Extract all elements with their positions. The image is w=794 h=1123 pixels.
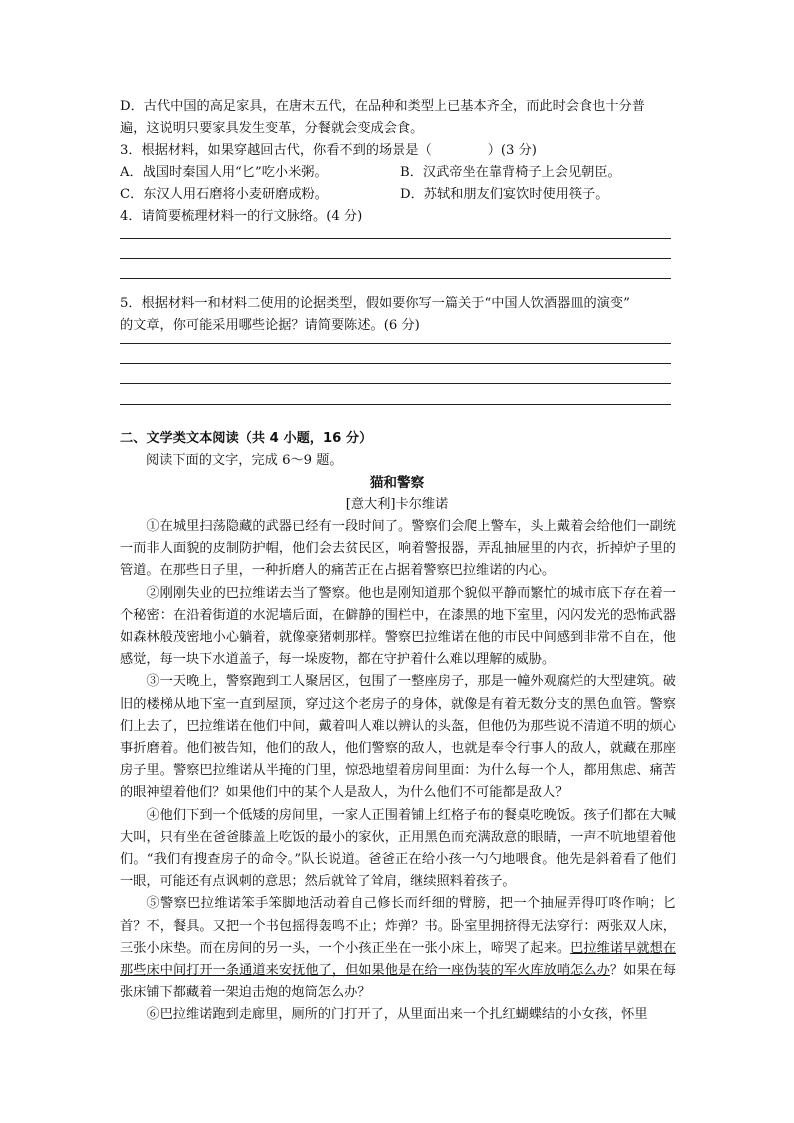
paragraph-6: ⑥巴拉维诺跑到走廊里，厕所的门打开了，从里面出来一个扎红蝴蝶结的小女孩，怀里: [146, 1007, 648, 1023]
underlined-sentence: 巴拉维诺早就想在那些床中间打开一条通道来安抚他了，但如果他是在给一座伪装的军火库放哨怎么办: [120, 940, 677, 979]
story-body: [120, 516, 676, 1027]
answer-line: [120, 238, 671, 239]
q2-option-d-line2: 遍，这说明只要家具发生变革，分餐就会变成会食。: [120, 121, 424, 136]
answer-line: [120, 383, 671, 384]
section-instruction: 阅读下面的文字，完成 6～9 题。: [146, 453, 343, 468]
q3-option-b: B．汉武帝坐在靠背椅子上会见朝臣。: [400, 165, 621, 180]
paragraph-5-text: ⑤警察巴拉维诺笨手笨脚地活动着自己修长而纤细的臂膀，把一个抽屉弄得叮咚作响；匕首？不，餐具。又把一个书包摇得轰鸣不止；炸弹？书。卧室里拥挤得无法穿行：两张双人床，三张小床垫。而在房间的另一头，一个小孩正坐在一张小床上，啼哭了起来。: [120, 896, 676, 956]
answer-line: [120, 363, 671, 364]
q4-stem: 4．请简要梳理材料一的行文脉络。(4 分): [120, 209, 363, 224]
answer-line: [120, 404, 671, 405]
q3-option-d: D．苏轼和朋友们宴饮时使用筷子。: [400, 187, 609, 202]
section-heading: 二、文学类文本阅读（共 4 小题，16 分）: [120, 431, 373, 446]
answer-line: [120, 278, 671, 279]
q3-stem-score: ）(3 分): [487, 143, 537, 158]
paragraph-5-end: ？如果在每张床铺下都藏着一架迫击炮的炮筒怎么办？: [120, 963, 677, 1001]
q5-stem-line2: 的文章，你可能采用哪些论据？请简要陈述。(6 分): [120, 318, 420, 333]
story-title: 猫和警察: [369, 475, 425, 491]
answer-line: [120, 343, 671, 344]
q3-option-a: A．战国时秦国人用“匕”吃小米粥。: [120, 165, 328, 180]
paragraph-4: ④他们下到一个低矮的房间里，一家人正围着铺上红格子布的餐桌吃晚饭。孩子们都在大喊大叫，只有坐在爸爸膝盖上吃饭的最小的家伙，正用黑色而充满敌意的眼睛，一声不吭地望着他们。“我们有搜查房子的命令。”队长说道。爸爸正在给小孩一勺勺地喂食。他先是斜着看了他们一眼，可能还有点讽刺的意思；然后就耸了耸肩，继续照料着孩子。: [120, 807, 676, 890]
story-author: [意大利]卡尔维诺: [345, 497, 449, 512]
q3-stem-text: 3．根据材料，如果穿越回古代，你看不到的场景是（: [120, 143, 432, 158]
paragraph-2: ②刚刚失业的巴拉维诺去当了警察。他也是刚知道那个貌似平静而繁忙的城市底下存在着一个秘密：在沿着街道的水泥墙后面，在僻静的围栏中，在漆黑的地下室里，闪闪发光的恐怖武器如森林般茂密地小心躺着，就像豪猪刺那样。警察巴拉维诺在他的市民中间感到非常不自在，他感觉，每一块下水道盖子，每一垛废物，都在守护着什么难以理解的威胁。: [120, 585, 676, 668]
paragraph-3: ③一天晚上，警察跑到工人聚居区，包围了一整座房子，那是一幢外观腐烂的大型建筑。破旧的楼梯从地下室一直到屋顶，穿过这个老房子的身体，就像是有着无数分支的黑色血管。警察们上去了，巴拉维诺在他们中间，戴着叫人难以辨认的头盔，但他仍为那些说不清道不明的烦心事折磨着。他们被告知，他们的敌人，他们警察的敌人，也就是奉令行事人的敌人，就藏在那座房子里。警察巴拉维诺从半掩的门里，惊恐地望着房间里面：为什么每一个人，都用焦虑、痛苦的眼神望着他们？如果他们中的某个人是敌人，为什么他们不可能都是敌人？: [120, 674, 676, 801]
paragraph-1: ①在城里扫荡隐藏的武器已经有一段时间了。警察们会爬上警车，头上戴着会给他们一副统一而非人面貌的皮制防护帽，他们会去贫民区，响着警报器，弄乱抽屉里的内衣，折掉炉子里的管道。在那些日子里，一种折磨人的痛苦正在占据着警察巴拉维诺的内心。: [120, 519, 676, 579]
answer-line: [120, 258, 671, 259]
q3-stem: [120, 140, 680, 162]
q2-option-d-line1: D．古代中国的高足家具，在唐末五代，在品种和类型上已基本齐全，而此时会食也十分普: [120, 99, 645, 114]
paragraph-5: [120, 893, 676, 1004]
q3-option-c: C．东汉人用石磨将小麦研磨成粉。: [120, 187, 328, 202]
q5-stem-line1: 5．根据材料一和材料二使用的论据类型，假如要你写一篇关于“中国人饮酒器皿的演变”: [120, 296, 630, 311]
